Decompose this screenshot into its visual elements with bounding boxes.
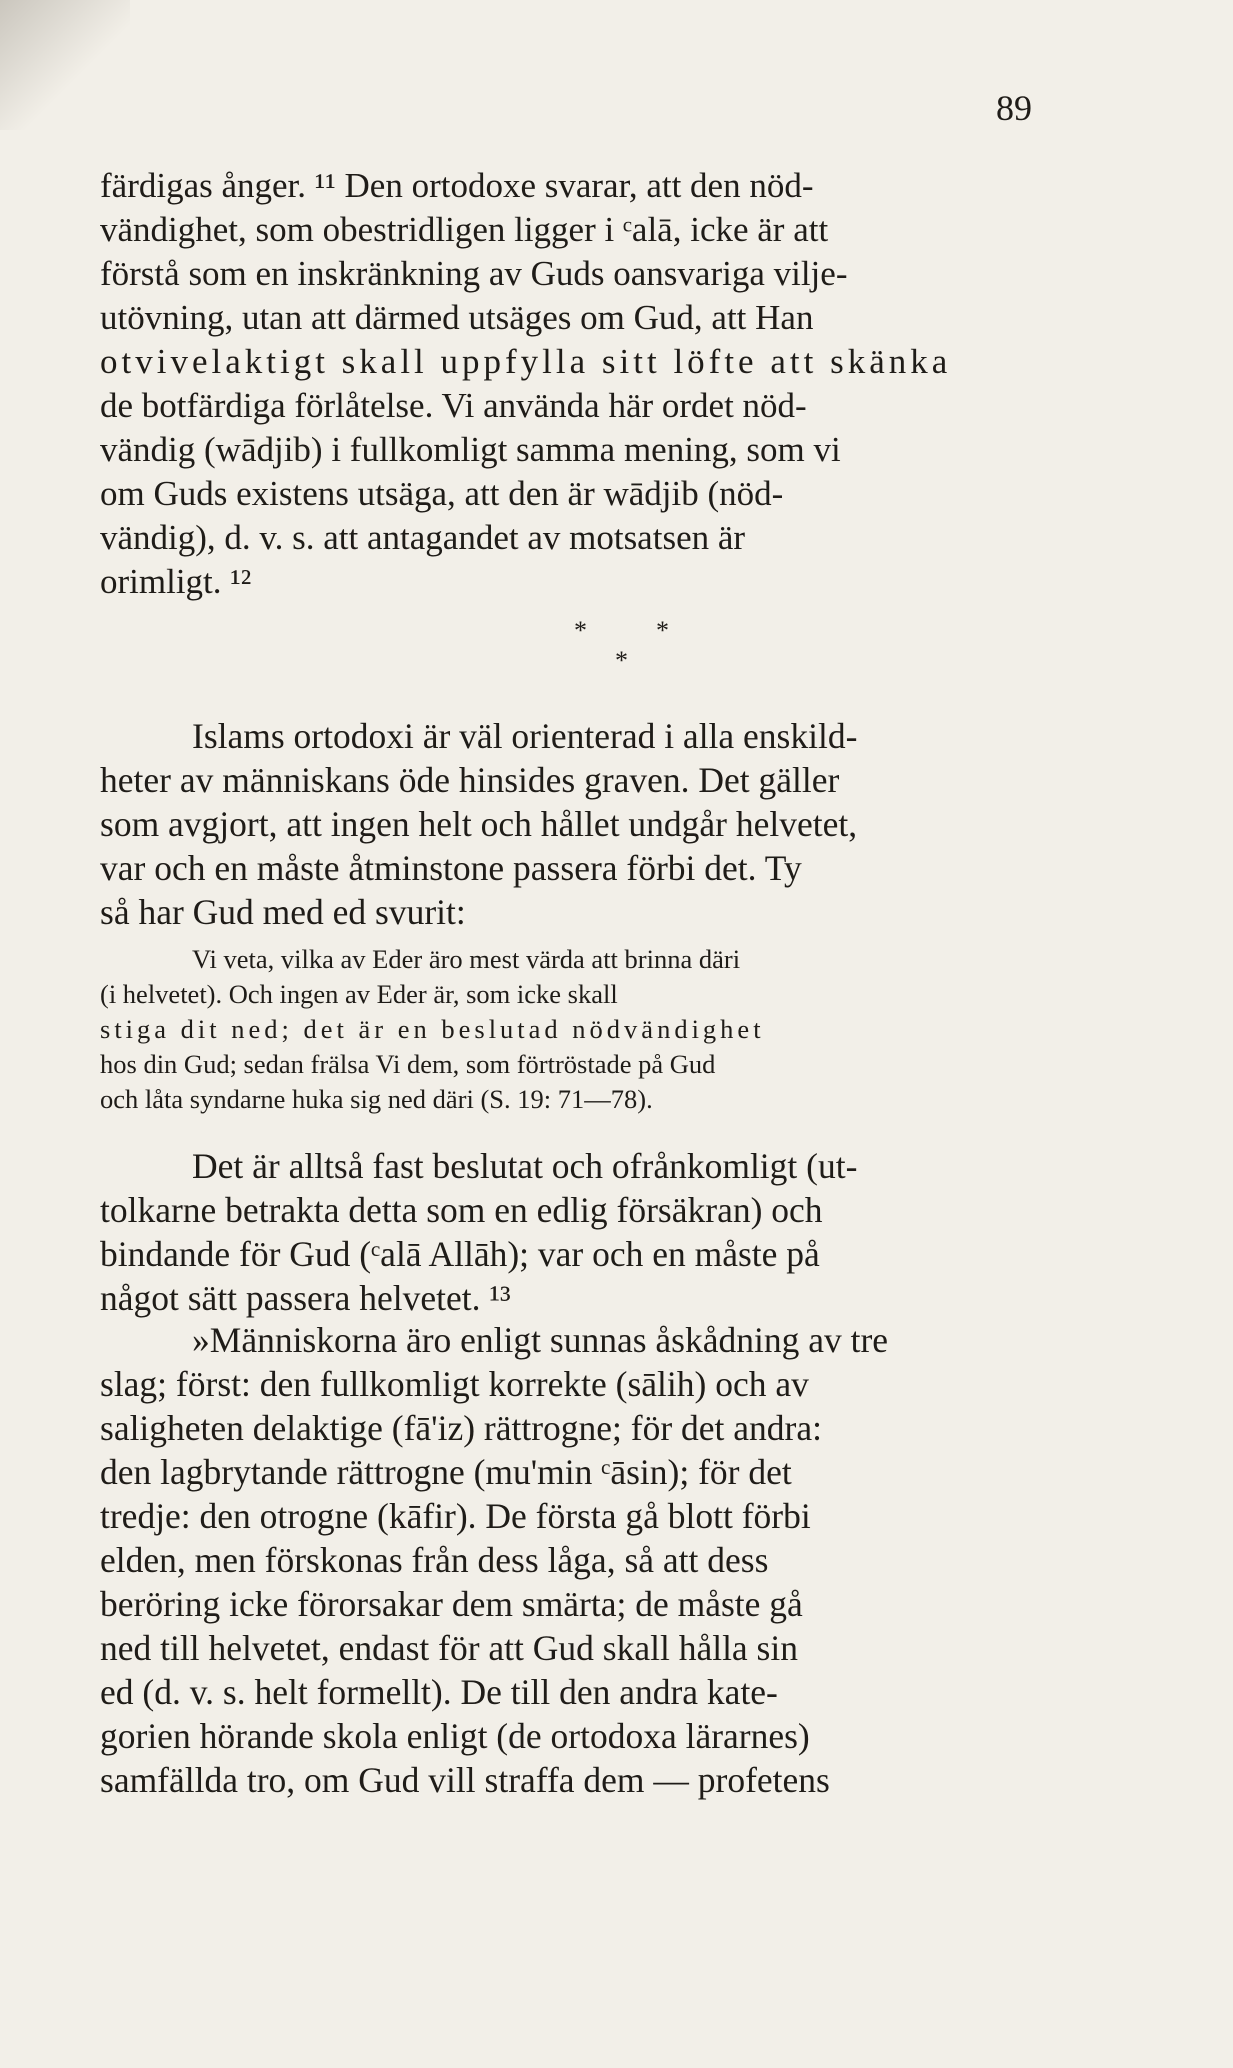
text-line: så har Gud med ed svurit:	[100, 892, 466, 932]
text-line: något sätt passera helvetet. ¹³	[100, 1278, 511, 1318]
paragraph-4	[100, 1318, 1092, 1802]
quote-line: hos din Gud; sedan frälsa Vi dem, som förtröstade på Gud	[100, 1049, 716, 1079]
text-line: den lagbrytande rättrogne (mu'min ᶜāsin); för det	[100, 1452, 792, 1492]
text-line: saligheten delaktige (fā'iz) rättrogne; för det andra:	[100, 1408, 822, 1448]
text-line: samfällda tro, om Gud vill straffa dem — profetens	[100, 1760, 830, 1800]
text-line: otvivelaktigt skall uppfylla sitt löfte att skänka	[100, 342, 952, 381]
page-number: 89	[996, 88, 1032, 128]
text-line: Det är alltså fast beslutat och ofrånkomligt (ut-	[192, 1146, 858, 1186]
page-corner-shadow	[0, 0, 130, 130]
text-line: som avgjort, att ingen helt och hållet undgår helvetet,	[100, 804, 858, 844]
quran-quotation	[100, 942, 1092, 1117]
text-line: tolkarne betrakta detta som en edlig försäkran) och	[100, 1190, 823, 1230]
text-line: utövning, utan att därmed utsäges om Gud, att Han	[100, 298, 814, 337]
text-line: Islams ortodoxi är väl orienterad i alla enskild-	[192, 716, 858, 756]
text-line: tredje: den otrogne (kāfir). De första gå blott förbi	[100, 1496, 811, 1536]
text-line: ed (d. v. s. helt formellt). De till den andra kate-	[100, 1672, 778, 1712]
text-line: gorien hörande skola enligt (de ortodoxa lärarnes)	[100, 1716, 810, 1756]
paragraph-1	[100, 164, 1092, 604]
text-line: slag; först: den fullkomligt korrekte (sālih) och av	[100, 1364, 809, 1404]
text-line: bindande för Gud (ᶜalā Allāh); var och en måste på	[100, 1234, 820, 1274]
asterisk-glyph: *	[574, 616, 587, 645]
asterisk-glyph: *	[615, 646, 628, 675]
text-line: elden, men förskonas från dess låga, så att dess	[100, 1540, 769, 1580]
text-line: vändig), d. v. s. att antagandet av motsatsen är	[100, 518, 746, 557]
text-line: heter av människans öde hinsides graven. Det gäller	[100, 760, 840, 800]
text-line: ned till helvetet, endast för att Gud skall hålla sin	[100, 1628, 798, 1668]
text-line: förstå som en inskränkning av Guds oansvariga vilje-	[100, 254, 848, 293]
quote-line: (i helvetet). Och ingen av Eder är, som icke skall	[100, 979, 618, 1009]
section-divider-asterism	[560, 618, 700, 688]
text-line: färdigas ånger. ¹¹ Den ortodoxe svarar, att den nöd-	[100, 166, 814, 205]
text-line: vändighet, som obestridligen ligger i ᶜalā, icke är att	[100, 210, 829, 249]
text-line: orimligt. ¹²	[100, 562, 252, 601]
paragraph-3	[100, 1144, 1092, 1320]
paragraph-2	[100, 714, 1092, 934]
text-line: »Människorna äro enligt sunnas åskådning av tre	[192, 1320, 889, 1360]
quote-line: Vi veta, vilka av Eder äro mest värda att brinna däri	[192, 944, 741, 974]
text-line: de botfärdiga förlåtelse. Vi använda här ordet nöd-	[100, 386, 807, 425]
text-line: om Guds existens utsäga, att den är wādjib (nöd-	[100, 474, 784, 513]
quote-line: stiga dit ned; det är en beslutad nödvändighet	[100, 1014, 765, 1044]
text-line: var och en måste åtminstone passera förbi det. Ty	[100, 848, 802, 888]
text-line: vändig (wādjib) i fullkomligt samma mening, som vi	[100, 430, 841, 469]
text-line: beröring icke förorsakar dem smärta; de måste gå	[100, 1584, 803, 1624]
quote-line: och låta syndarne huka sig ned däri (S. 19: 71—78).	[100, 1084, 653, 1114]
asterisk-glyph: *	[656, 616, 669, 645]
